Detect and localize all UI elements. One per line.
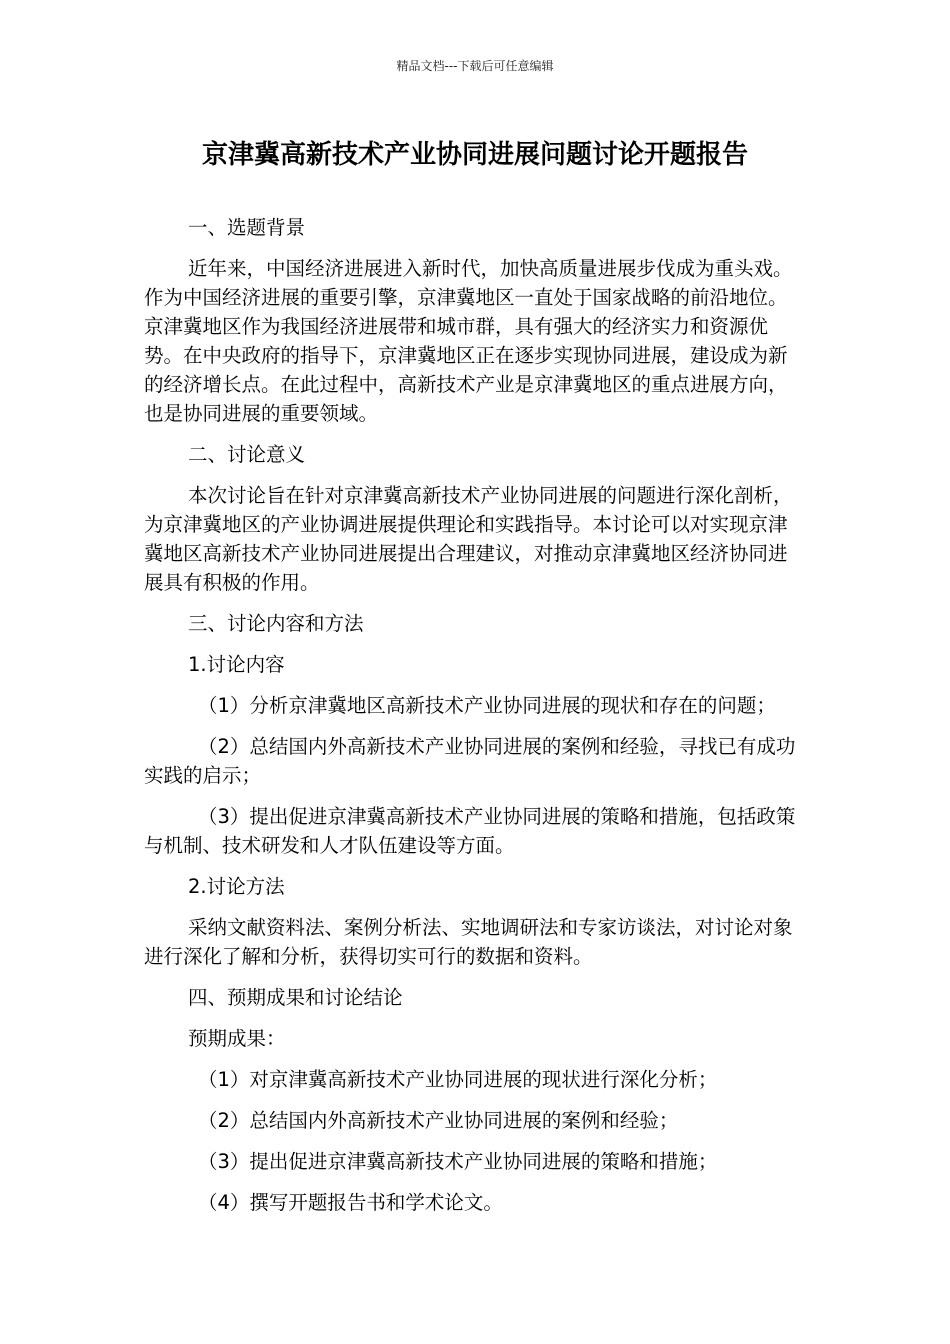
list-item: （3）提出促进京津冀高新技术产业协同进展的策略和措施； — [198, 1150, 718, 1173]
document-title: 京津冀高新技术产业协同进展问题讨论开题报告 — [201, 140, 748, 170]
header-note: 精品文档---下载后可任意编辑 — [396, 59, 554, 73]
section-heading-significance: 二、讨论意义 — [188, 443, 306, 466]
list-item: （1）分析京津冀地区高新技术产业协同进展的现状和存在的问题； — [198, 694, 776, 717]
paragraph-methods: 采纳文献资料法、案例分析法、实地调研法和专家访谈法，对讨论对象进行深化了解和分析，获得切实可行的数据和资料。 — [144, 916, 793, 968]
list-item: （2）总结国内外高新技术产业协同进展的案例和经验，寻找已有成功实践的启示； — [144, 735, 796, 787]
subheading-content: 1.讨论内容 — [188, 653, 285, 676]
list-item: （4）撰写开题报告书和学术论文。 — [198, 1191, 503, 1214]
paragraph-background: 近年来，中国经济进展进入新时代，加快高质量进展步伐成为重头戏。作为中国经济进展的重要引擎，京津冀地区一直处于国家战略的前沿地位。京津冀地区作为我国经济进展带和城市群，具有强大的经济实力和资源优势。在中央政府的指导下，京津冀地区正在逐步实现协同进展，建设成为新的经济增长点。在此过程中，高新技术产业是京津冀地区的重点进展方向，也是协同进展的重要领域。 — [144, 257, 793, 425]
list-item: （3）提出促进京津冀高新技术产业协同进展的策略和措施，包括政策与机制、技术研发和人才队伍建设等方面。 — [144, 805, 796, 857]
list-item: （1）对京津冀高新技术产业协同进展的现状进行深化分析； — [198, 1068, 718, 1091]
section-heading-content-methods: 三、讨论内容和方法 — [188, 612, 364, 635]
subheading-methods: 2.讨论方法 — [188, 875, 285, 898]
section-heading-outcomes: 四、预期成果和讨论结论 — [188, 986, 403, 1009]
section-heading-background: 一、选题背景 — [188, 216, 306, 239]
document-body — [144, 213, 806, 1229]
outcomes-label: 预期成果： — [188, 1027, 286, 1050]
list-item: （2）总结国内外高新技术产业协同进展的案例和经验； — [198, 1109, 679, 1132]
paragraph-significance: 本次讨论旨在针对京津冀高新技术产业协同进展的问题进行深化剖析，为京津冀地区的产业协调进展提供理论和实践指导。本讨论可以对实现京津冀地区高新技术产业协同进展提出合理建议，对推动京津冀地区经济协同进展具有积极的作用。 — [144, 484, 793, 594]
